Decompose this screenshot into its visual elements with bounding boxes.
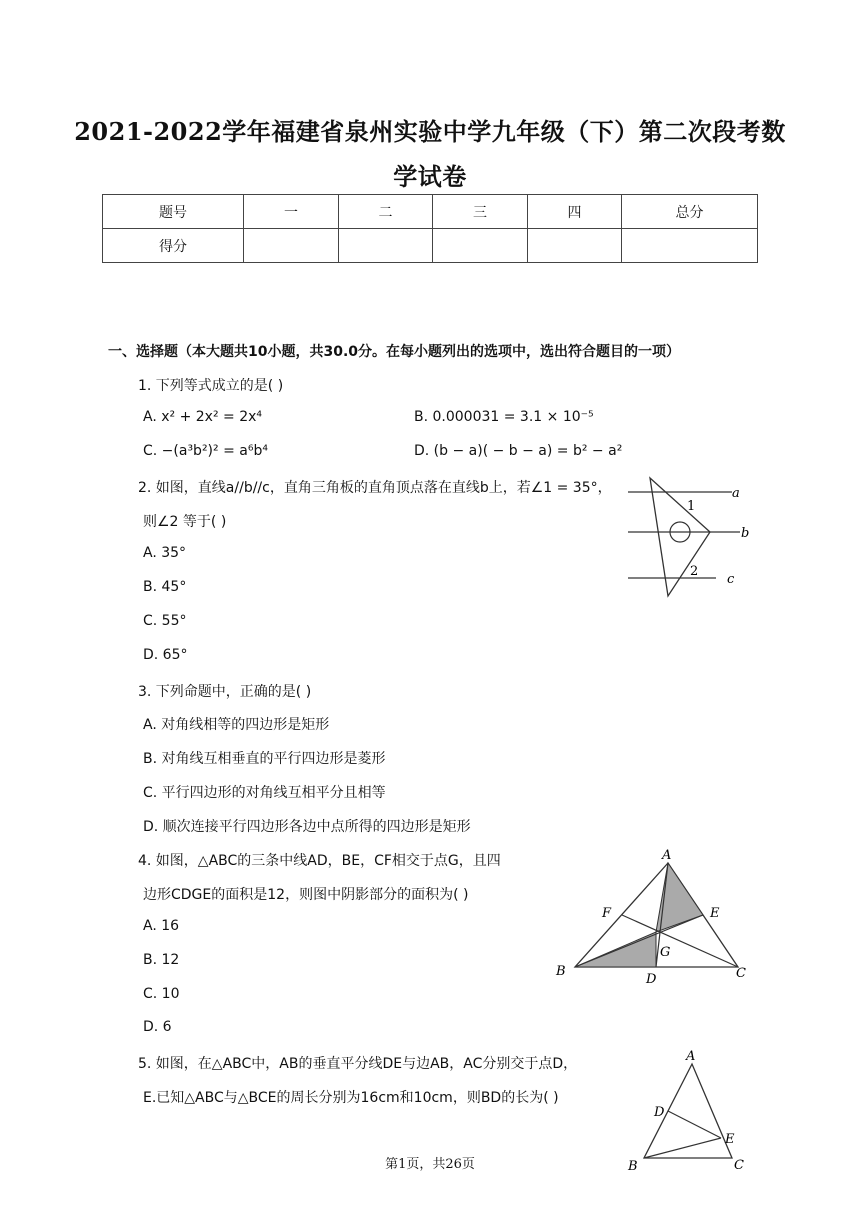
page-footer: 第1页，共26页 <box>385 1157 475 1172</box>
label-a: A <box>662 848 672 863</box>
label-a: a <box>732 486 740 501</box>
header-cell: 四 <box>528 195 622 229</box>
shaded-region-1 <box>656 863 703 932</box>
q3-option-c: C. 平行四边形的对角线互相平分且相等 <box>143 785 386 801</box>
label-a: A <box>686 1049 696 1064</box>
title-line-2: 学试卷 <box>393 162 467 191</box>
score-cell[interactable] <box>622 229 758 263</box>
q3-option-b: B. 对角线互相垂直的平行四边形是菱形 <box>143 751 386 767</box>
score-table-header <box>103 195 758 229</box>
q4-option-d: D. 6 <box>143 1019 172 1035</box>
q4-option-c: C. 10 <box>143 986 180 1002</box>
angle-1-label: 1 <box>687 499 696 514</box>
header-cell: 总分 <box>622 195 758 229</box>
score-table-row <box>103 229 758 263</box>
title-line-1: 2021-2022学年福建省泉州实验中学九年级（下）第二次段考数 <box>74 117 786 146</box>
header-cell: 题号 <box>103 195 244 229</box>
q2-option-c: C. 55° <box>143 613 187 629</box>
q2-option-d: D. 65° <box>143 647 188 663</box>
label-e: E <box>710 906 720 921</box>
q2-option-a: A. 35° <box>143 545 187 561</box>
label-c: c <box>727 572 735 587</box>
q4-stem: 4. 如图，△ABC的三条中线AD，BE，CF相交于点G，且四 <box>138 853 501 869</box>
header-cell: 三 <box>433 195 528 229</box>
row-label: 得分 <box>103 229 244 263</box>
label-b: B <box>628 1159 638 1174</box>
q2-stem: 2. 如图，直线a//b//c，直角三角板的直角顶点落在直线b上，若∠1 = 35°， <box>138 480 612 496</box>
q3-option-d: D. 顺次连接平行四边形各边中点所得的四边形是矩形 <box>143 819 471 835</box>
header-cell: 一 <box>244 195 339 229</box>
q1-option-c: C. −(a³b²)² = a⁶b⁴ <box>143 443 268 459</box>
section-heading: 一、选择题（本大题共10小题，共30.0分。在每小题列出的选项中，选出符合题目的一项） <box>108 344 681 360</box>
label-c: C <box>734 1158 744 1173</box>
q1-option-a: A. x² + 2x² = 2x⁴ <box>143 409 262 425</box>
score-table <box>102 194 758 263</box>
label-f: F <box>602 906 612 921</box>
score-cell[interactable] <box>244 229 339 263</box>
score-cell[interactable] <box>433 229 528 263</box>
q4-option-b: B. 12 <box>143 952 180 968</box>
header-cell: 二 <box>339 195 433 229</box>
label-d: D <box>654 1105 665 1120</box>
label-b: b <box>741 526 750 541</box>
q1-option-b: B. 0.000031 = 3.1 × 10⁻⁵ <box>414 409 594 425</box>
label-g: G <box>660 945 671 960</box>
q3-stem: 3. 下列命题中，正确的是( ) <box>138 684 312 700</box>
q4-stem-cont: 边形CDGE的面积是12，则图中阴影部分的面积为( ) <box>143 887 469 903</box>
angle-2-label: 2 <box>690 564 699 579</box>
q2-option-b: B. 45° <box>143 579 187 595</box>
label-d: D <box>646 972 657 987</box>
q2-stem-cont: 则∠2 等于( ) <box>143 514 227 530</box>
score-cell[interactable] <box>339 229 433 263</box>
label-b: B <box>556 964 566 979</box>
score-cell[interactable] <box>528 229 622 263</box>
label-e: E <box>725 1132 735 1147</box>
q5-stem-cont: E.已知△ABC与△BCE的周长分别为16cm和10cm，则BD的长为( ) <box>143 1090 559 1106</box>
q2-figure <box>620 470 760 600</box>
q5-stem: 5. 如图，在△ABC中，AB的垂直平分线DE与边AB，AC分别交于点D， <box>138 1056 578 1072</box>
q3-option-a: A. 对角线相等的四边形是矩形 <box>143 717 330 733</box>
q1-option-d: D. (b − a)( − b − a) = b² − a² <box>414 443 623 459</box>
q4-option-a: A. 16 <box>143 918 180 934</box>
q1-stem: 1. 下列等式成立的是( ) <box>138 378 284 394</box>
q4-figure <box>550 845 750 990</box>
label-c: C <box>736 966 746 981</box>
